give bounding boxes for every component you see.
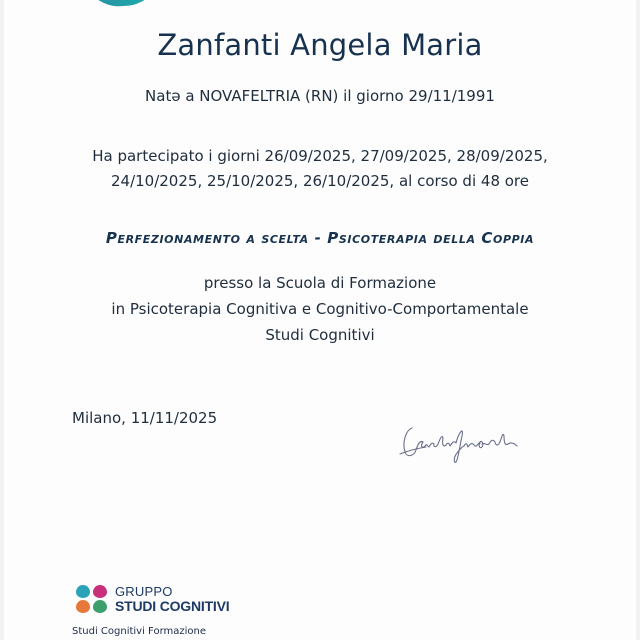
logo-line-gruppo: GRUPPO	[115, 584, 173, 599]
logo-dot-orange	[76, 600, 90, 613]
certificate-page	[4, 0, 636, 640]
place-and-date: Milano, 11/11/2025	[72, 409, 218, 427]
school-line: in Psicoterapia Cognitiva e Cognitivo-Comportamentale	[111, 300, 529, 318]
attendance-line: Ha partecipato i giorni 26/09/2025, 27/09/2025, 28/09/2025,	[92, 147, 548, 165]
school-line: presso la Scuola di Formazione	[203, 274, 437, 292]
decorative-top-shape	[83, 0, 163, 9]
signature-icon	[396, 420, 526, 465]
logo-dots-icon	[76, 585, 107, 613]
school-info	[4, 270, 636, 348]
logo-line-studi-cognitivi: STUDI COGNITIVI	[115, 598, 230, 614]
logo-dot-green	[93, 600, 107, 613]
gruppo-studi-cognitivi-logo	[76, 585, 229, 613]
recipient-name: Zanfanti Angela Maria	[157, 28, 483, 62]
birth-info: Natə a NOVAFELTRIA (RN) il giorno 29/11/1991	[145, 87, 495, 105]
attendance-line: 24/10/2025, 25/10/2025, 26/10/2025, al corso di 48 ore	[110, 172, 529, 190]
footer-organization: Studi Cognitivi Formazione	[72, 626, 207, 637]
logo-dot-magenta	[93, 585, 107, 598]
attendance-info	[4, 144, 636, 194]
logo-dot-teal	[76, 585, 90, 598]
logo-text	[115, 585, 229, 613]
course-title: Perfezionamento a scelta - Psicoterapia della Coppia	[105, 229, 535, 247]
school-line: Studi Cognitivi	[265, 326, 375, 344]
